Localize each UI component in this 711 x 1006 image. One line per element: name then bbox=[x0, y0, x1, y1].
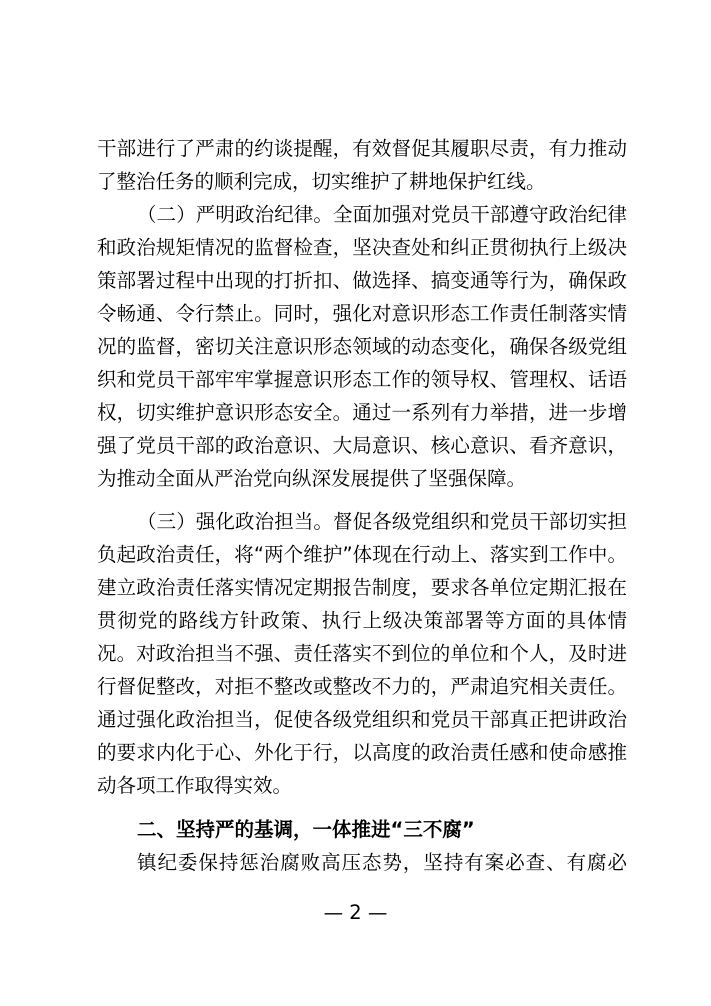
text-line: 的要求内化于心、外化于行，以高度的政治责任感和使命感推 bbox=[97, 741, 627, 764]
text-line: 镇纪委保持惩治腐败高压态势，坚持有案必查、有腐必 bbox=[137, 851, 627, 874]
page-number: — 2 — bbox=[323, 901, 388, 924]
text-line: 通过强化政治担当，促使各级党组织和党员干部真正把讲政治 bbox=[97, 708, 627, 731]
text-line: 和政治规矩情况的监督检查，坚决查处和纠正贯彻执行上级决 bbox=[97, 236, 627, 259]
text-line: 负起政治责任，将“两个维护”体现在行动上、落实到工作中。 bbox=[97, 543, 627, 566]
text-line: 况的监督，密切关注意识形态领域的动态变化，确保各级党组 bbox=[97, 335, 627, 358]
text-line: （三）强化政治担当。督促各级党组织和党员干部切实担 bbox=[137, 510, 627, 533]
text-line: 为推动全面从严治党向纵深发展提供了坚强保障。 bbox=[97, 467, 527, 490]
text-line: 行督促整改，对拒不整改或整改不力的，严肃追究相关责任。 bbox=[97, 675, 627, 698]
text-line: 权，切实维护意识形态安全。通过一系列有力举措，进一步增 bbox=[97, 401, 627, 424]
text-line: （二）严明政治纪律。全面加强对党员干部遵守政治纪律 bbox=[137, 203, 627, 226]
text-line: 了整治任务的顺利完成，切实维护了耕地保护红线。 bbox=[97, 170, 546, 193]
text-line: 贯彻党的路线方针政策、执行上级决策部署等方面的具体情 bbox=[97, 609, 627, 632]
text-line: 织和党员干部牢牢掌握意识形态工作的领导权、管理权、话语 bbox=[97, 368, 627, 391]
text-line: 策部署过程中出现的打折扣、做选择、搞变通等行为，确保政 bbox=[97, 269, 627, 292]
text-line: 强了党员干部的政治意识、大局意识、核心意识、看齐意识， bbox=[97, 434, 627, 457]
text-line: 令畅通、令行禁止。同时，强化对意识形态工作责任制落实情 bbox=[97, 302, 627, 325]
text-line: 干部进行了严肃的约谈提醒，有效督促其履职尽责，有力推动 bbox=[97, 137, 627, 160]
section-heading: 二、坚持严的基调，一体推进“三不腐” bbox=[137, 818, 475, 841]
text-line: 建立政治责任落实情况定期报告制度，要求各单位定期汇报在 bbox=[97, 576, 627, 599]
text-line: 况。对政治担当不强、责任落实不到位的单位和个人，及时进 bbox=[97, 642, 627, 665]
text-line: 动各项工作取得实效。 bbox=[97, 774, 293, 797]
